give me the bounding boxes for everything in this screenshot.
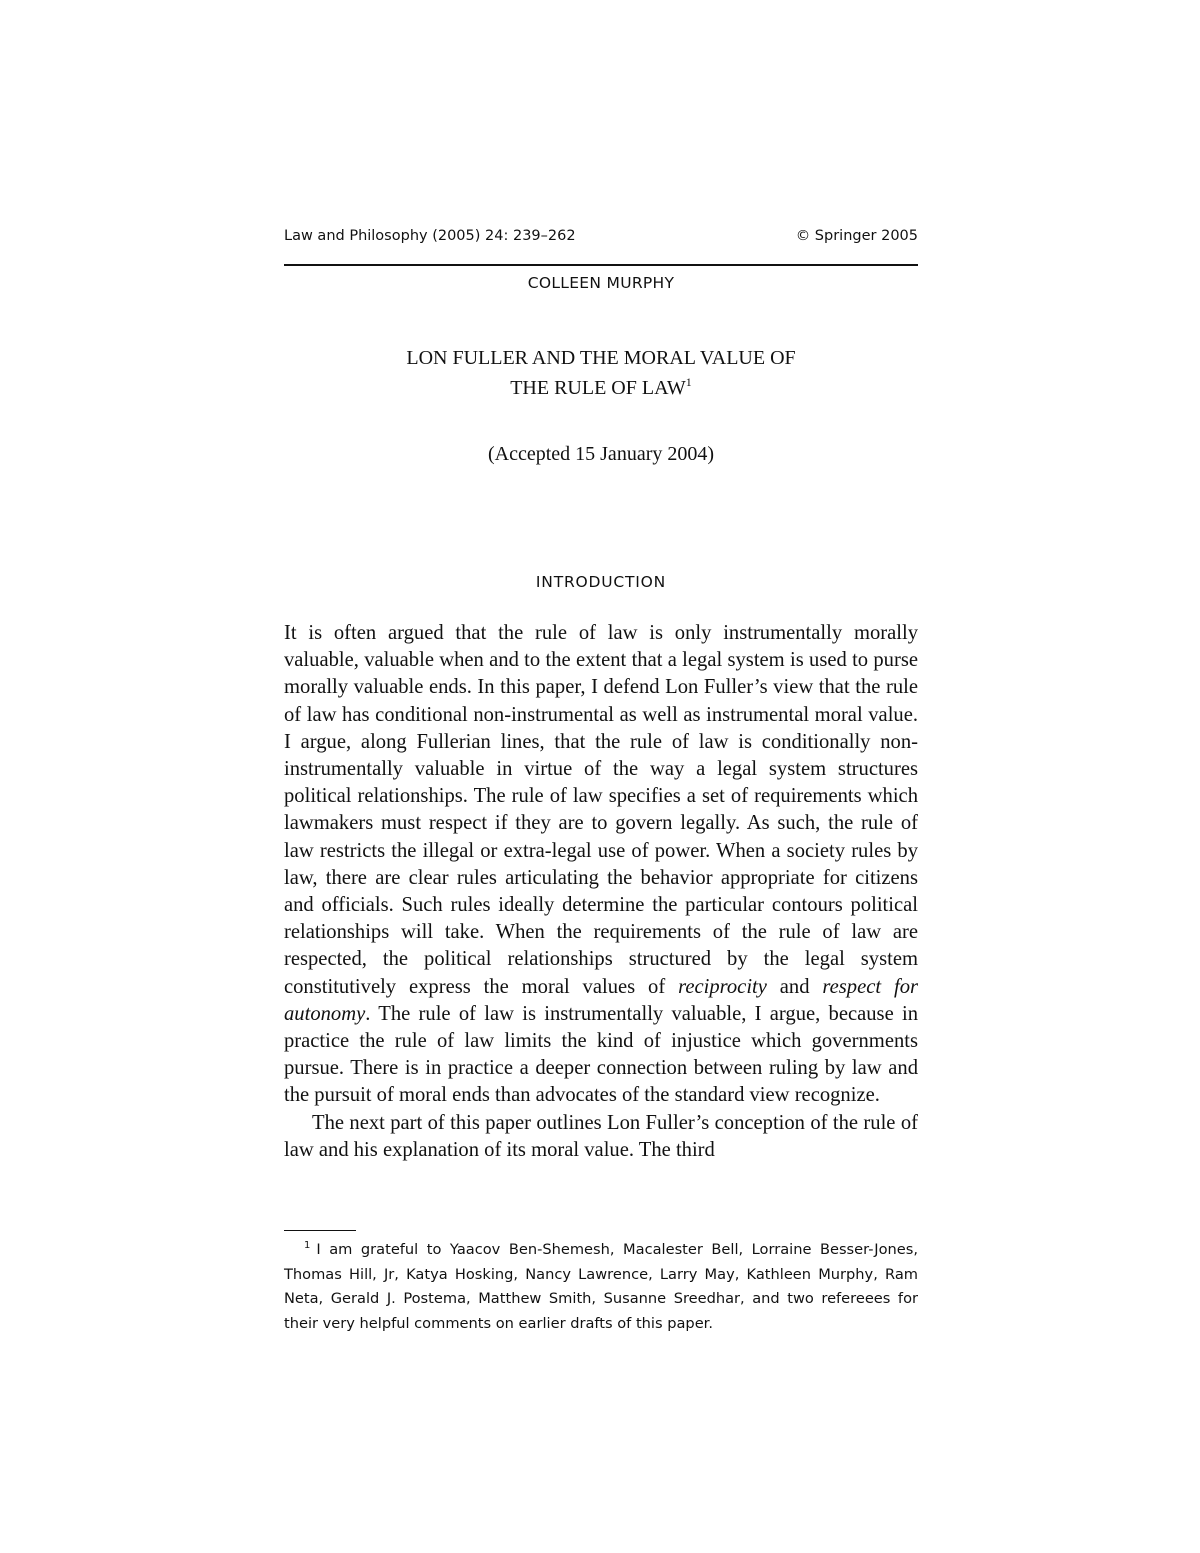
accepted-date: (Accepted 15 January 2004) [487,443,715,465]
paragraph-1-part-3: . The rule of law is instrumentally valuable, I argue, because in practice the rule of law limits the kind of injustice which governments pursue. There is in practice a deeper connection between ruling by law and the pursuit of moral ends than advocates of the standard view recognize. [284,1002,918,1107]
title-line-1: LON FULLER AND THE MORAL VALUE OF [406,347,796,369]
paper-page [284,0,918,1553]
footnote-1 [284,1238,918,1336]
title-footnote-marker[interactable]: 1 [685,375,692,389]
paragraph-1-part-1: It is often argued that the rule of law is only instrumentally morally valuable, valuable when and to the extent that a legal system is used to purse morally valuable ends. In this paper, I defend Lon Fuller’s view that the rule of law has conditional non-instrumental as well as instrumental moral value. I argue, along Fullerian lines, that the rule of law is conditionally non-instrumentally valuable in virtue of the way a legal system structures political relationships. The rule of law specifies a set of requirements which lawmakers must respect if they are to govern legally. As such, the rule of law restricts the illegal or extra-legal use of power. When a society rules by law, there are clear rules articulating the behavior appropriate for citizens and officials. Such rules ideally determine the particular contours political relationships will take. When the requirements of the rule of law are respected, the political relationships structured by the legal system constitutively express the moral values of [284,622,918,998]
paragraph-2: The next part of this paper outlines Lon Fuller’s conception of the rule of law and his explanation of its moral value. The third [284,1111,918,1161]
copyright-notice: © Springer 2005 [795,228,918,244]
paragraph-1-part-2: and [766,975,823,998]
footnote-text: I am grateful to Yaacov Ben-Shemesh, Macalester Bell, Lorraine Besser-Jones, Thomas Hill, Jr, Katya Hosking, Nancy Lawrence, Larry May, Kathleen Murphy, Ram Neta, Gerald J. Postema, Matthew Smith, Susanne Sreedhar, and two refereees for their very helpful comments on earlier drafts of this paper. [284,1241,918,1332]
section-heading-introduction: INTRODUCTION [535,573,667,591]
footnote-rule [284,1230,356,1231]
title-line-2 [284,373,918,403]
journal-citation: Law and Philosophy (2005) 24: 239–262 [284,228,576,244]
title-line-2-text: THE RULE OF LAW [510,377,686,399]
paper-title [284,343,918,403]
emphasis-reciprocity: reciprocity [678,975,767,998]
paragraph-1 [284,620,918,1110]
emphasis-respect-for-autonomy: respect for autonomy [284,975,918,1025]
header-rule [284,264,918,266]
author-name: COLLEEN MURPHY [527,274,675,292]
footnote-marker: 1 [304,1240,311,1251]
body-text [284,620,918,1164]
